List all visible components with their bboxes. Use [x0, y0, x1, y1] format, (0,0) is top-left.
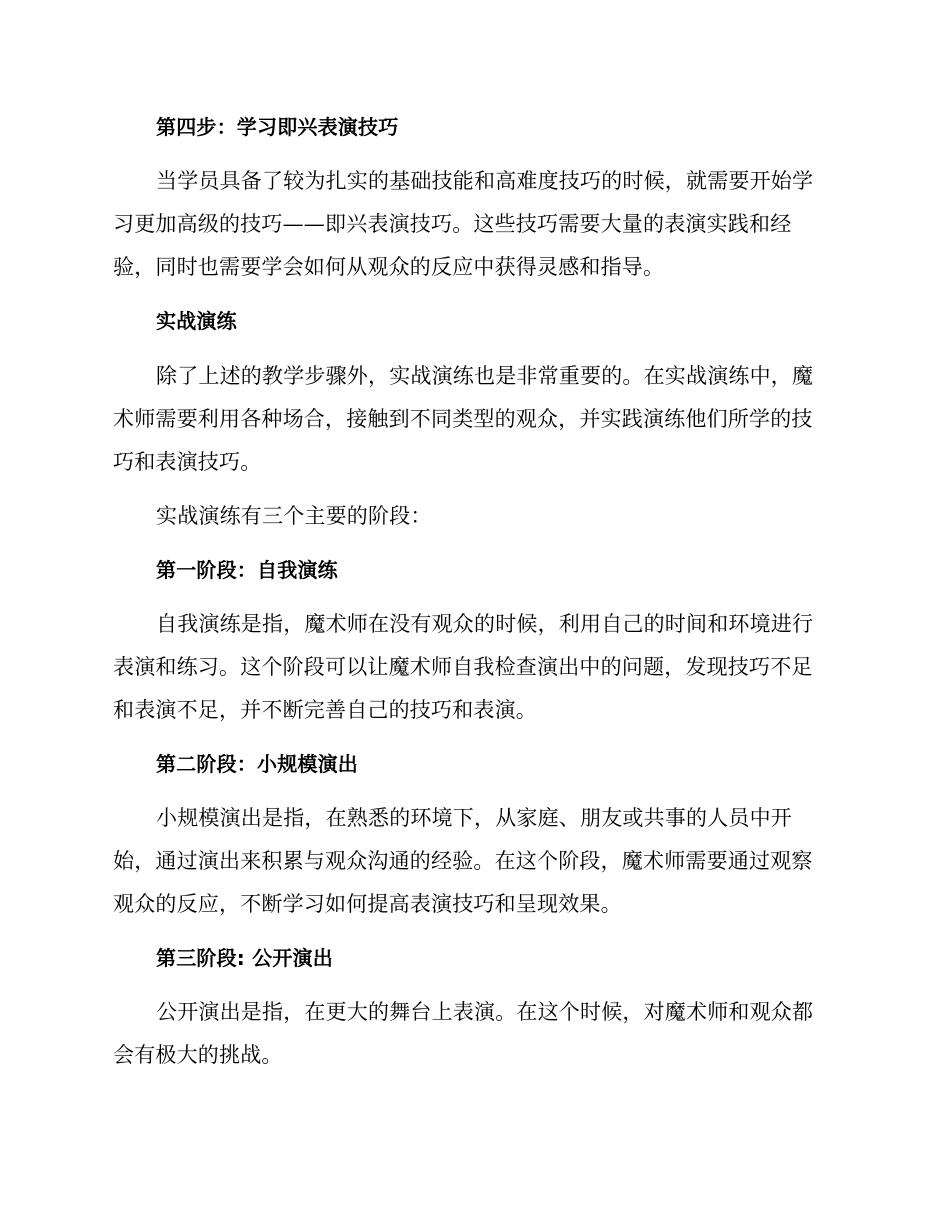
- paragraph-line: 公开演出是指，在更大的舞台上表演。在这个时候，对魔术师和观众都: [156, 1000, 814, 1024]
- paragraph-line: 术师需要利用各种场合，接触到不同类型的观众，并实践演练他们所学的技: [113, 407, 813, 431]
- paragraph-line: 会有极大的挑战。: [113, 1043, 283, 1067]
- paragraph-line: 除了上述的教学步骤外，实战演练也是非常重要的。在实战演练中，魔: [156, 364, 814, 388]
- paragraph-stage-three: [113, 991, 833, 1077]
- paragraph-line: 始，通过演出来积累与观众沟通的经验。在这个阶段，魔术师需要通过观察: [113, 849, 813, 873]
- heading-stage-three: 第三阶段: 公开演出: [156, 946, 333, 970]
- paragraph-stage-two: [113, 797, 833, 926]
- paragraph-practice: [113, 355, 833, 484]
- heading-practice: 实战演练: [156, 309, 237, 333]
- paragraph-line: 表演和练习。这个阶段可以让魔术师自我检查演出中的问题，发现技巧不足: [113, 655, 813, 679]
- heading-stage-two: 第二阶段：小规模演出: [156, 752, 358, 776]
- paragraph-line: 实战演练有三个主要的阶段：: [156, 504, 432, 528]
- paragraph-line: 和表演不足，并不断完善自己的技巧和表演。: [113, 698, 537, 722]
- heading-stage-one: 第一阶段：自我演练: [156, 558, 338, 582]
- paragraph-line: 观众的反应，不断学习如何提高表演技巧和呈现效果。: [113, 892, 622, 916]
- paragraph-line: 验，同时也需要学会如何从观众的反应中获得灵感和指导。: [113, 255, 665, 279]
- paragraph-improv: [113, 160, 833, 289]
- paragraph-line: 自我演练是指，魔术师在没有观众的时候，利用自己的时间和环境进行: [156, 612, 814, 636]
- paragraph-line: 巧和表演技巧。: [113, 450, 262, 474]
- paragraph-line: 当学员具备了较为扎实的基础技能和高难度技巧的时候，就需要开始学: [156, 169, 814, 193]
- paragraph-line: 习更加高级的技巧——即兴表演技巧。这些技巧需要大量的表演实践和经: [113, 212, 792, 236]
- paragraph-stage-one: [113, 603, 833, 732]
- paragraph-line: 小规模演出是指，在熟悉的环境下，从家庭、朋友或共事的人员中开: [156, 806, 792, 830]
- heading-step-four: 第四步：学习即兴表演技巧: [156, 115, 399, 139]
- paragraph-stages-intro: [113, 495, 833, 538]
